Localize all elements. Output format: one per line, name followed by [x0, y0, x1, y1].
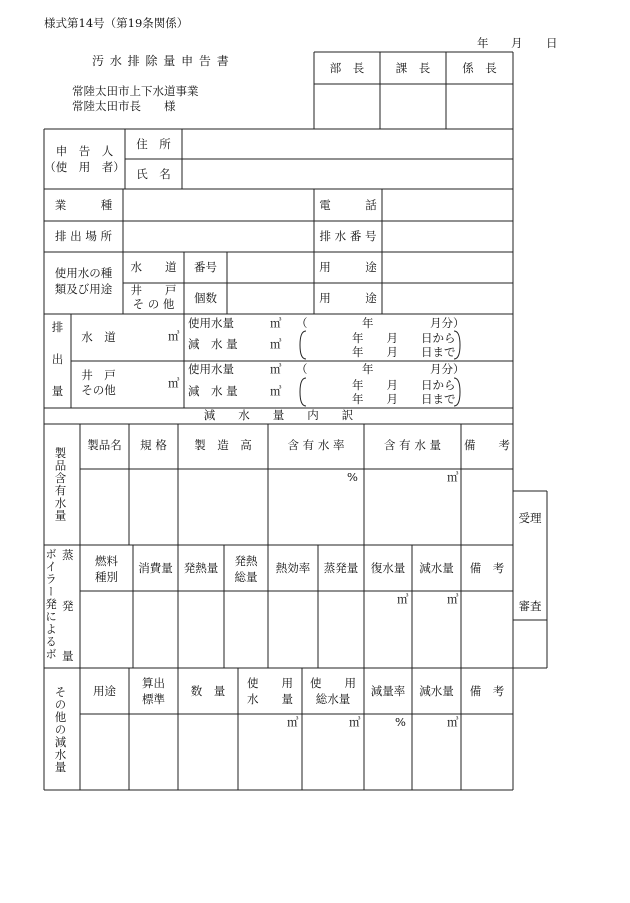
discharge-place-label: 排 出 場 所 — [55, 229, 112, 243]
boiler-label-ryo: 量 — [62, 649, 74, 663]
boiler-header-total2: 総量 — [234, 570, 258, 584]
reduced-volume-label-2: 減 水 量 — [188, 384, 238, 398]
receipt-label: 受理 — [518, 511, 542, 525]
industry-label: 業 種 — [54, 198, 113, 212]
boiler-label-hatsu: 発 — [62, 599, 74, 613]
other-header-used-water1: 使 用 — [247, 676, 293, 690]
other-header-qty: 数 量 — [190, 684, 226, 698]
boiler-header-fuel1: 燃料 — [95, 554, 118, 568]
haishutsu-char2: 出 — [51, 352, 64, 366]
document-title: 汚 水 排 除 量 申 告 書 — [92, 54, 230, 68]
product-header-spec: 規 格 — [140, 438, 167, 452]
form-number: 様式第14号（第19条関係） — [44, 16, 189, 30]
boiler-header-consumption: 消費量 — [138, 561, 173, 575]
approval-kacho: 課 長 — [395, 61, 431, 75]
period-until-2: 年 月 日まで — [352, 392, 456, 406]
discharge-ido: 井 戸 — [81, 368, 116, 382]
product-label: 製品含有水量 — [53, 447, 68, 522]
other-reduce-unit: ㎥ — [447, 715, 459, 729]
reduced-volume-unit-2: ㎥ — [270, 384, 282, 398]
boiler-header-total1: 発熱 — [234, 554, 258, 568]
other-header-use: 用途 — [93, 684, 116, 698]
boiler-label-jo: 蒸 — [62, 548, 74, 562]
period-year-1: 年 — [362, 316, 374, 330]
other-total-unit: ㎥ — [349, 715, 361, 729]
other-header-rate: 減量率 — [370, 684, 406, 698]
haishutsu-char3: 量 — [51, 384, 64, 398]
other-rate-unit: % — [395, 715, 406, 729]
reduced-volume-label-1: 減 水 量 — [188, 337, 238, 351]
product-header-note: 備 考 — [464, 438, 510, 452]
kosu-label: 個数 — [194, 291, 217, 305]
date-day: 日 — [546, 36, 558, 50]
other-header-reduce: 減水量 — [419, 684, 454, 698]
sonota-label: そ の 他 — [132, 297, 175, 311]
other-label: その他の減水量 — [53, 686, 68, 774]
youto-label-1: 用 途 — [319, 260, 377, 274]
approval-bucho: 部 長 — [329, 61, 365, 75]
recipient-line1: 常陸太田市上下水道事業 — [72, 84, 199, 98]
other-header-note: 備 考 — [469, 684, 505, 698]
boiler-header-evaporation: 蒸発量 — [323, 561, 359, 575]
other-header-total-water2: 総水量 — [315, 692, 351, 706]
ido-label: 井 戸 — [130, 283, 177, 297]
applicant-label: 申 告 人 — [55, 144, 114, 158]
boiler-header-fuel2: 種別 — [95, 570, 118, 584]
used-volume-label-1: 使用水量 — [188, 316, 234, 330]
used-volume-label-2: 使用水量 — [188, 362, 234, 376]
boiler-label: ボイラー発によるボ — [44, 548, 59, 661]
used-volume-unit-2: ㎥ — [270, 362, 282, 376]
period-open-2: （ — [296, 362, 308, 376]
product-amount-unit: ㎥ — [447, 470, 459, 484]
boiler-header-reduce: 減水量 — [419, 561, 454, 575]
other-header-total-water1: 使 用 — [310, 676, 356, 690]
other-header-basis1: 算出 — [142, 676, 165, 690]
address-label: 住 所 — [136, 137, 171, 151]
product-header-output: 製 造 高 — [194, 438, 252, 452]
applicant-sublabel: （使 用 者） — [44, 160, 125, 174]
discharge-sonota: その他 — [81, 383, 116, 397]
phone-label: 電 話 — [319, 198, 377, 212]
review-label: 審査 — [518, 599, 542, 613]
boiler-return-unit: ㎥ — [397, 592, 409, 606]
boiler-header-heat: 発熱量 — [183, 561, 219, 575]
period-until-1: 年 月 日まで — [352, 345, 456, 359]
youto-label-2: 用 途 — [319, 291, 377, 305]
other-used-unit: ㎥ — [287, 715, 299, 729]
period-month-2: 月分） — [430, 362, 465, 376]
water-type-label2: 類及び用途 — [54, 282, 113, 296]
other-header-used-water2: 水 量 — [247, 692, 293, 706]
reduction-title: 減 水 量 内 訳 — [203, 408, 354, 422]
boiler-header-note: 備 考 — [469, 561, 505, 575]
bango-label: 番号 — [194, 260, 217, 274]
period-from-1: 年 月 日から — [352, 331, 456, 345]
boiler-reduce-unit: ㎥ — [447, 592, 459, 606]
drain-number-label: 排 水 番 号 — [319, 229, 377, 243]
suido-label: 水 道 — [130, 260, 177, 274]
product-rate-unit: % — [347, 470, 358, 484]
haishutsu-char1: 排 — [51, 320, 64, 334]
boiler-header-efficiency: 熱効率 — [275, 561, 311, 575]
discharge-suido-unit: ㎥ — [168, 329, 180, 343]
product-header-name: 製品名 — [87, 438, 122, 452]
period-month-1: 月分） — [430, 316, 465, 330]
product-header-rate: 含 有 水 率 — [287, 438, 345, 452]
product-header-amount: 含 有 水 量 — [384, 438, 441, 452]
water-type-label1: 使用水の種 — [54, 266, 113, 280]
boiler-header-return: 復水量 — [370, 561, 406, 575]
name-label: 氏 名 — [136, 167, 171, 181]
period-open-1: （ — [296, 316, 308, 330]
reduced-volume-unit-1: ㎥ — [270, 337, 282, 351]
other-header-basis2: 標準 — [142, 692, 165, 706]
approval-kakaricho: 係 長 — [462, 61, 497, 75]
period-from-2: 年 月 日から — [352, 378, 456, 392]
used-volume-unit-1: ㎥ — [270, 316, 282, 330]
recipient-line2: 常陸太田市長 様 — [72, 99, 176, 113]
period-year-2: 年 — [362, 362, 374, 376]
date-year: 年 — [477, 36, 489, 50]
discharge-suido: 水 道 — [81, 330, 116, 344]
date-month: 月 — [511, 36, 523, 50]
discharge-ido-unit: ㎥ — [168, 376, 180, 390]
